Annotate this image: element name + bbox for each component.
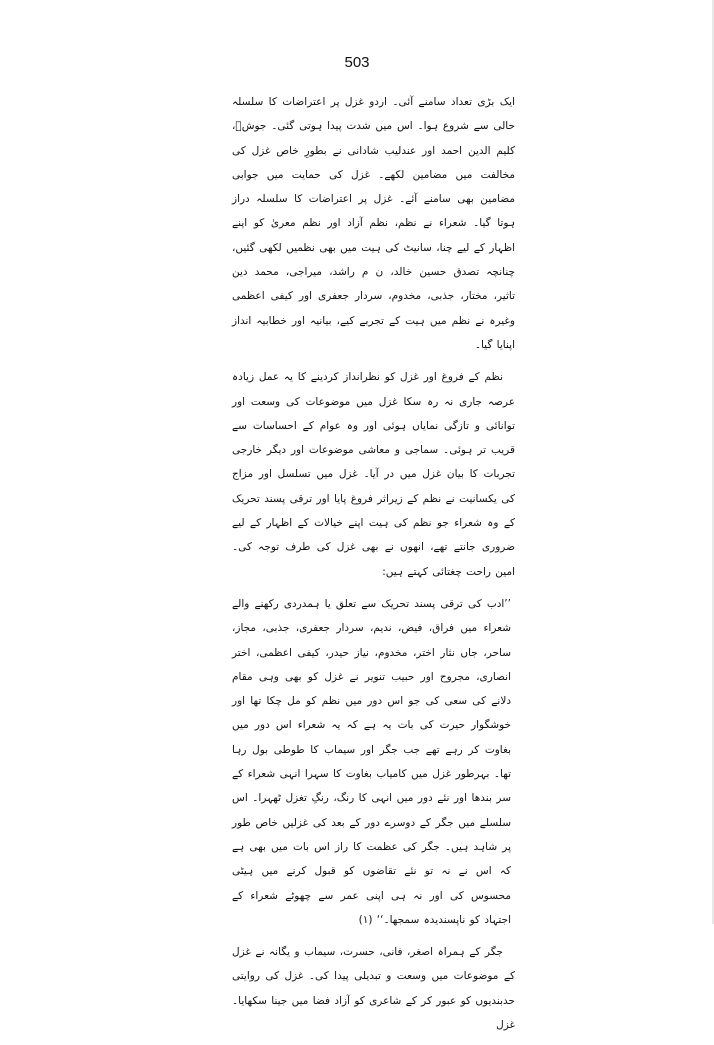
body-paragraph-1: ایک بڑی تعداد سامنے آئی۔ اردو غزل پر اعتراضات کا سلسلہ حالی سے شروع ہوا۔ اس میں شدت پیدا ہوتی گئی۔ جوشؔ، کلیم الدین احمد اور عندلیب شادانی نے بطورِ خاص غزل کی مخالفت میں مضامین لکھے۔ غزل کی حمایت میں جوابی مضامین بھی سامنے آئے۔ غزل پر اعتراضات کا سلسلہ دراز ہوتا گیا۔ شعراء نے نظم، نظم آزاد اور نظم معریٰ کو اپنے اظہار کے لیے چنا، سانیٹ کی ہیت میں بھی نظمیں لکھی گئیں، چنانچہ تصدق حسین خالد، ن م راشد، میراجی، محمد دین تاثیر، مختار، جذبی، مخدوم، سردار جعفری اور کیفی اعظمی وغیرہ نے نظم میں ہیت کے تجربے کیے، بیانیہ اور خطابیہ انداز اپنایا گیا۔ xyxy=(232,96,515,351)
body-paragraph-2: نظم کے فروغ اور غزل کو نظرانداز کردینے کا یہ عمل زیادہ عرصہ جاری نہ رہ سکا غزل میں موضوعات کی وسعت اور توانائی و تازگی نمایاں ہوئی اور وہ عوام کے احساسات سے قریب تر ہوئی۔ سماجی و معاشی موضوعات اور دیگر خارجی تجربات کا بیان غزل میں در آیا۔ غزل میں تسلسل اور مزاج کی یکسانیت نے نظم کے زیراثر فروغ پایا اور ترقی پسند تحریک کے وہ شعراء جو نظم کی ہیت اپنے خیالات کے اظہار کے لیے ضروری جانتے تھے، انھوں نے بھی غزل کی طرف توجہ کی۔ امین راحت چغتائی کہتے ہیں: xyxy=(232,371,515,578)
page-body xyxy=(232,90,515,1045)
body-paragraph-3: جگر کے ہمراہ اصغر، فانی، حسرت، سیماب و یگانہ نے غزل کے موضوعات میں وسعت و تبدیلی پیدا کی۔ غزل کی روایتی حدبندیوں کو عبور کر کے شاعری کو آزاد فضا میں جینا سکھایا۔ غزل xyxy=(232,946,515,1031)
page-number: 503 xyxy=(344,54,370,71)
block-quote: ’’ادب کی ترقی پسند تحریک سے تعلق یا ہمدردی رکھنے والے شعراء میں فراق، فیض، ندیم، سردار جعفری، جذبی، مجاز، ساحر، جاں نثار اختر، مخدوم، نیاز حیدر، کیفی اعظمی، اختر انصاری، مجروح اور حبیب تنویر نے غزل کو بھی وہی مقام دلانے کی سعی کی جو اس دور میں نظم کو مل چکا تھا اور خوشگوار حیرت کی بات یہ ہے کہ یہ شعراء اس دور میں بغاوت کر رہے تھے جب جگر اور سیماب کا طوطی بول رہا تھا۔ بہرطور غزل میں کامیاب بغاوت کا سہرا انہی شعراء کے سر بندھا اور نئے دور میں انہی کا رنگ، رنگِ تغزل ٹھہرا۔ اس سلسلے میں جگر کے دوسرے دور کے بعد کی غزلیں خاص طور پر شاہد ہیں۔ جگر کی عظمت کا راز اس بات میں بھی ہے کہ اس نے نہ تو نئے تقاضوں کو قبول کرنے میں ہیٹی محسوس کی اور نہ ہی اپنی عمر سے چھوٹے شعراء کے اجتہاد کو ناپسندیدہ سمجھا۔‘‘ (۱) xyxy=(232,597,511,926)
